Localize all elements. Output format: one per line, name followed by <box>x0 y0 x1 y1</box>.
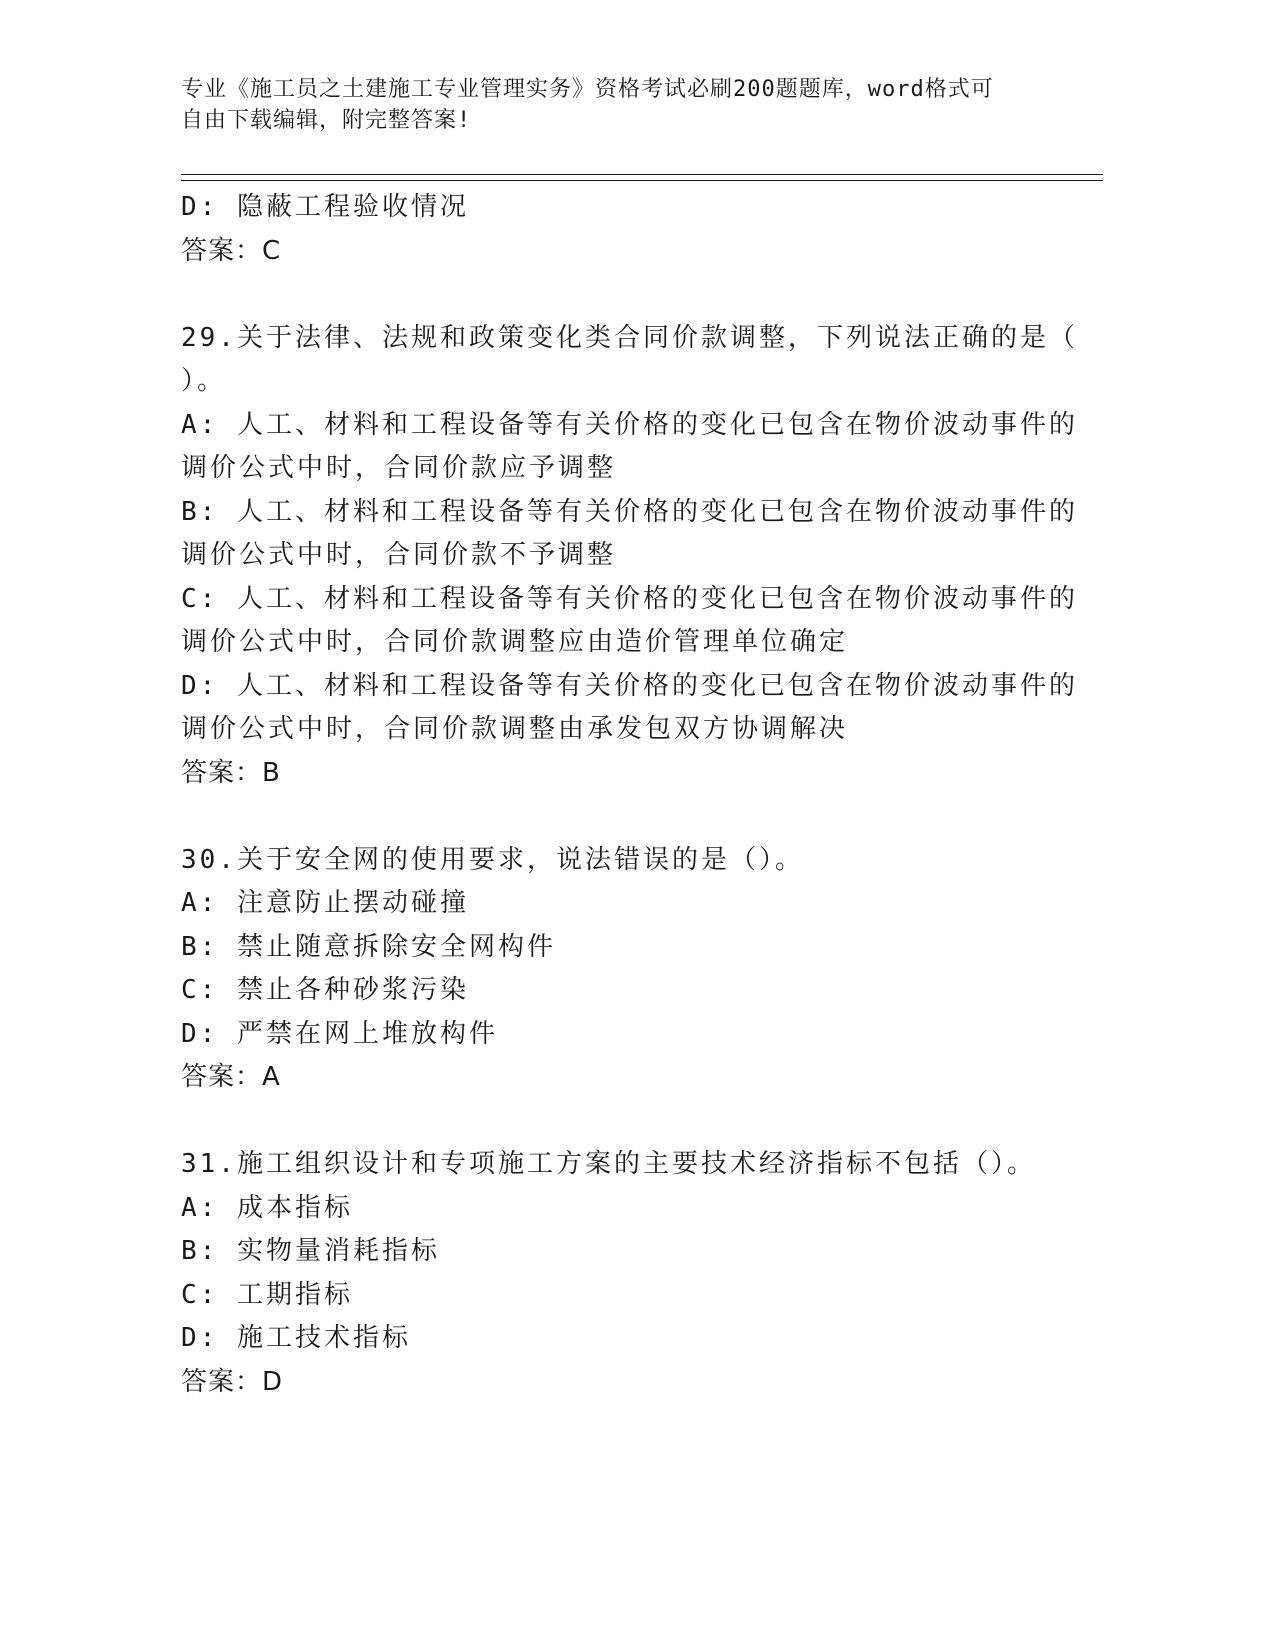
option-d: D: 隐蔽工程验收情况 <box>181 192 469 222</box>
spacer <box>181 273 1061 317</box>
option-c-continued: 调价公式中时，合同价款调整应由造价管理单位确定 <box>181 627 849 657</box>
spacer <box>181 1100 1061 1144</box>
header-divider-bottom <box>181 180 1103 181</box>
document-header <box>181 74 1061 136</box>
question-stem: 29.关于法律、法规和政策变化类合同价款调整，下列说法正确的是（ <box>181 322 1078 353</box>
question-stem: 31.施工组织设计和专项施工方案的主要技术经济指标不包括（）。 <box>181 1149 1036 1179</box>
question-stem: 30.关于安全网的使用要求，说法错误的是（）。 <box>181 844 804 875</box>
option-a: A: 注意防止摆动碰撞 <box>181 888 469 918</box>
option-c: C: 工期指标 <box>181 1279 353 1310</box>
spacer <box>181 795 1061 839</box>
option-d-continued: 调价公式中时，合同价款调整由承发包双方协调解决 <box>181 714 849 744</box>
option-b: B: 实物量消耗指标 <box>181 1236 440 1266</box>
answer-line: 答案：B <box>181 757 281 788</box>
option-d: D: 严禁在网上堆放构件 <box>181 1018 498 1049</box>
header-title-line-2: 自由下载编辑，附完整答案! <box>181 108 472 133</box>
option-b-continued: 调价公式中时，合同价款不予调整 <box>181 540 617 570</box>
option-d: D: 人工、材料和工程设备等有关价格的变化已包含在物价波动事件的 <box>181 670 1078 701</box>
header-title-line-1: 专业《施工员之土建施工专业管理实务》资格考试必刷200题题库，word格式可 <box>181 77 994 102</box>
question-31 <box>181 1143 1061 1404</box>
option-c: C: 禁止各种砂浆污染 <box>181 975 469 1005</box>
question-29 <box>181 317 1078 796</box>
header-divider-top <box>181 174 1103 175</box>
option-a-continued: 调价公式中时，合同价款应予调整 <box>181 453 617 483</box>
question-stem-continued: ）。 <box>181 366 227 396</box>
option-b: B: 人工、材料和工程设备等有关价格的变化已包含在物价波动事件的 <box>181 496 1078 527</box>
answer-line: 答案：C <box>181 235 282 266</box>
question-list <box>181 186 1078 1404</box>
question-28-tail <box>181 186 1061 273</box>
option-a: A: 成本指标 <box>181 1192 353 1223</box>
option-d: D: 施工技术指标 <box>181 1323 411 1353</box>
option-b: B: 禁止随意拆除安全网构件 <box>181 931 556 962</box>
answer-line: 答案：A <box>181 1062 281 1092</box>
question-30 <box>181 839 1061 1100</box>
option-c: C: 人工、材料和工程设备等有关价格的变化已包含在物价波动事件的 <box>181 583 1078 614</box>
option-a: A: 人工、材料和工程设备等有关价格的变化已包含在物价波动事件的 <box>181 409 1078 440</box>
answer-line: 答案：D <box>181 1366 284 1397</box>
